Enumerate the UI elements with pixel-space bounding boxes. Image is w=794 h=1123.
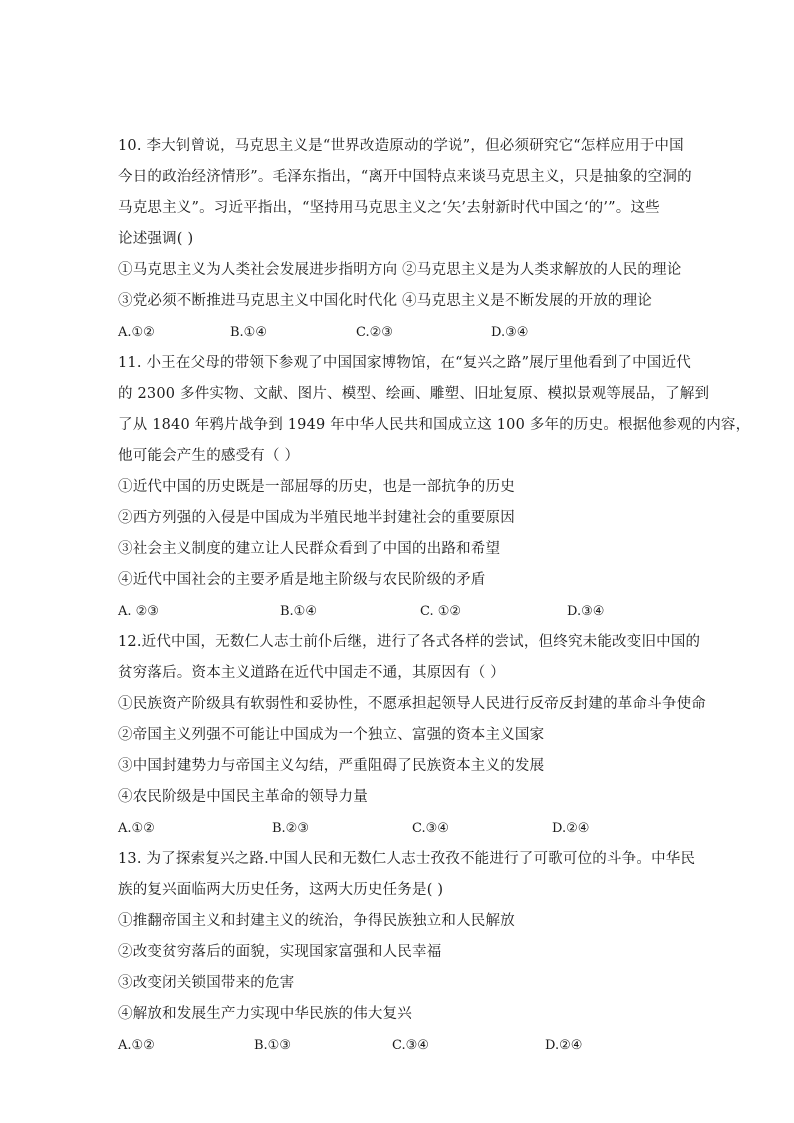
question-13-statement-2: ②改变贫穷落后的面貌，实现国家富强和人民幸福 [118,944,442,960]
question-10-statement-line-1: ①马克思主义为人类社会发展进步指明方向 ②马克思主义是为人类求解放的人民的理论 [118,262,682,278]
question-11-option-c[interactable]: C. ①② [420,604,462,619]
question-13-option-d[interactable]: D.②④ [545,1038,583,1053]
question-12-option-a[interactable]: A.①② [118,821,155,836]
question-sheet [118,131,751,1061]
question-12-option-b[interactable]: B.②③ [272,821,309,836]
question-11-stem-line-2: 的 2300 多件实物、文献、图片、模型、绘画、雕塑、旧址复原、模拟景观等展品，了解到 [118,386,710,402]
question-12-option-d[interactable]: D.②④ [552,821,590,836]
question-10-option-a[interactable]: A.①② [118,325,155,340]
question-12-option-c[interactable]: C.③④ [412,821,449,836]
question-13 [118,844,696,1061]
question-13-statement-4: ④解放和发展生产力实现中华民族的伟大复兴 [118,1006,412,1022]
question-11-statement-3: ③社会主义制度的建立让人民群众看到了中国的出路和希望 [118,541,501,557]
question-12-statement-3: ③中国封建势力与帝国主义勾结，严重阻碍了民族资本主义的发展 [118,758,545,774]
question-12-statement-1: ①民族资产阶级具有软弱性和妥协性，不愿承担起领导人民进行反帝反封建的革命斗争使命 [118,696,706,712]
question-10-stem-line-1: 10. 李大钊曾说，马克思主义是“世界改造原动的学说”，但必须研究它“怎样应用于中国 [118,138,684,154]
question-13-stem-line-1: 13. 为了探索复兴之路.中国人民和无数仁人志士孜孜不能进行了可歌可位的斗争。中华民 [118,851,696,867]
question-10-stem-line-2: 今日的政治经济情形”。毛泽东指出，“离开中国特点来谈马克思主义，只是抽象的空洞的 [118,169,692,185]
question-12-stem-line-2: 贫穷落后。资本主义道路在近代中国走不通，其原因有（ ） [118,665,506,681]
question-12 [118,627,706,844]
question-10-option-d[interactable]: D.③④ [491,325,529,340]
question-13-statement-1: ①推翻帝国主义和封建主义的统治，争得民族独立和人民解放 [118,913,515,929]
question-11-option-d[interactable]: D.③④ [567,604,605,619]
question-11-statement-4: ④近代中国社会的主要矛盾是地主阶级与农民阶级的矛盾 [118,572,486,588]
question-10-stem-line-3: 马克思主义”。习近平指出，“坚持用马克思主义之‘矢’去射新时代中国之‘的’”。这些 [118,200,660,216]
question-13-stem-line-2: 族的复兴面临两大历史任务，这两大历史任务是( ) [118,882,444,898]
question-11-options [118,596,678,627]
question-11-statement-1: ①近代中国的历史既是一部屈辱的历史，也是一部抗争的历史 [118,479,515,495]
question-10-options [118,317,678,348]
question-10-stem-line-4: 论述强调( ) [118,231,194,247]
question-13-option-c[interactable]: C.③④ [392,1038,429,1053]
question-10-option-c[interactable]: C.②③ [356,325,393,340]
question-11-stem-line-1: 11. 小王在父母的带领下参观了中国国家博物馆，在“复兴之路”展厅里他看到了中国近代 [118,355,691,371]
question-12-options [118,813,678,844]
question-11-statement-2: ②西方列强的入侵是中国成为半殖民地半封建社会的重要原因 [118,510,515,526]
question-11-option-b[interactable]: B.①④ [280,604,317,619]
question-10-statement-line-2: ③党必须不断推进马克思主义中国化时代化 ④马克思主义是不断发展的开放的理论 [118,293,653,309]
question-13-statement-3: ③改变闭关锁国带来的危害 [118,975,295,991]
question-11 [118,348,751,627]
question-11-stem-line-4: 他可能会产生的感受有（ ） [118,448,300,464]
question-10 [118,131,692,348]
question-13-options [118,1030,678,1061]
question-12-statement-2: ②帝国主义列强不可能让中国成为一个独立、富强的资本主义国家 [118,727,545,743]
question-12-stem-line-1: 12.近代中国，无数仁人志士前仆后继，进行了各式各样的尝试，但终究未能改变旧中国的 [118,634,701,650]
question-13-option-b[interactable]: B.①③ [254,1038,291,1053]
question-12-statement-4: ④农民阶级是中国民主革命的领导力量 [118,789,368,805]
question-11-option-a[interactable]: A. ②③ [118,604,159,619]
question-10-option-b[interactable]: B.①④ [230,325,267,340]
question-11-stem-line-3: 了从 1840 年鸦片战争到 1949 年中华人民共和国成立这 100 多年的历史。根据他参观的内容， [118,417,751,433]
question-13-option-a[interactable]: A.①② [118,1038,155,1053]
